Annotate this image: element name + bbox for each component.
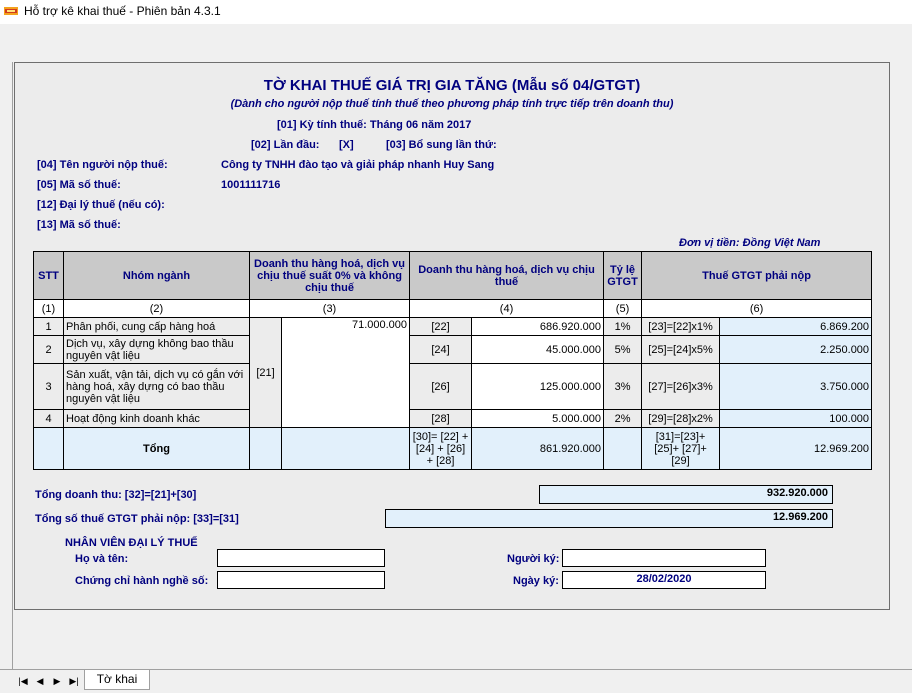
- header-group: Nhóm ngành: [64, 252, 250, 300]
- col-number: (1): [34, 300, 64, 318]
- header-rate: Tỷ lệ GTGT: [604, 252, 642, 300]
- table-row: [34, 364, 872, 410]
- sign-date-input[interactable]: 28/02/2020: [562, 571, 766, 589]
- table-row: [34, 410, 872, 428]
- col-number: (2): [64, 300, 250, 318]
- app-logo-icon: [4, 5, 18, 17]
- signer-label: Người ký:: [507, 553, 560, 565]
- supplement-label: [03] Bổ sung lần thứ:: [386, 139, 497, 151]
- col-number: (3): [250, 300, 410, 318]
- signer-input[interactable]: [562, 549, 766, 567]
- tax-code-label: [05] Mã số thuế:: [37, 179, 121, 191]
- tax-code-value: 1001111716: [221, 179, 281, 191]
- row-group: Sản xuất, vận tải, dịch vụ có gắn với hàng hoá, xây dựng có bao thầu nguyên vật liệu: [64, 364, 250, 410]
- tax-table: [33, 251, 872, 470]
- left-divider: [12, 62, 13, 669]
- row-code: [26]: [410, 364, 472, 410]
- row-tax: 6.869.200: [720, 318, 872, 336]
- row-revenue-input[interactable]: 125.000.000: [472, 364, 604, 410]
- total-tax-label: Tổng số thuế GTGT phải nộp: [33]=[31]: [35, 513, 239, 525]
- taxpayer-name: Công ty TNHH đào tạo và giải pháp nhanh Huy Sang: [221, 159, 495, 171]
- form-title: TỜ KHAI THUẾ GIÁ TRỊ GIA TĂNG (Mẫu số 04/GTGT): [263, 77, 641, 94]
- table-row: [34, 336, 872, 364]
- agent-cert-label: Chứng chỉ hành nghề số:: [75, 575, 209, 587]
- total-tax-value: 12.969.200: [385, 509, 833, 528]
- row-rate: 5%: [604, 336, 642, 364]
- row-rate: 2%: [604, 410, 642, 428]
- agent-label: [12] Đại lý thuế (nếu có):: [37, 199, 165, 211]
- first-time-checkbox[interactable]: [X]: [339, 139, 354, 151]
- form-subtitle: (Dành cho người nộp thuế tính thuế theo phương pháp tính trực tiếp trên doanh thu): [230, 98, 674, 110]
- row-tax: 3.750.000: [720, 364, 872, 410]
- row-code: [28]: [410, 410, 472, 428]
- total-revenue-value: 932.920.000: [539, 485, 833, 504]
- row-stt: 4: [34, 410, 64, 428]
- row-formula: [25]=[24]x5%: [642, 336, 720, 364]
- row-revenue-input[interactable]: 5.000.000: [472, 410, 604, 428]
- row-group: Dịch vụ, xây dựng không bao thầu nguyên vật liệu: [64, 336, 250, 364]
- currency-unit: Đơn vị tiền: Đồng Việt Nam: [679, 237, 821, 249]
- taxpayer-label: [04] Tên người nộp thuế:: [37, 159, 168, 171]
- total-formula: [31]=[23]+ [25]+ [27]+ [29]: [642, 428, 720, 470]
- first-time-label: [02] Lần đầu:: [251, 139, 320, 151]
- row-code: [24]: [410, 336, 472, 364]
- row-tax: 2.250.000: [720, 336, 872, 364]
- window-title: Hỗ trợ kê khai thuế - Phiên bản 4.3.1: [24, 4, 221, 18]
- header-revenue-zero: Doanh thu hàng hoá, dịch vụ chịu thuế suất 0% và không chịu thuế: [250, 252, 410, 300]
- header-tax: Thuế GTGT phải nộp: [642, 252, 872, 300]
- row-group: Hoạt động kinh doanh khác: [64, 410, 250, 428]
- col-number: (6): [642, 300, 872, 318]
- agent-name-input[interactable]: [217, 549, 385, 567]
- agent-tax-code-label: [13] Mã số thuế:: [37, 219, 121, 231]
- total-label: Tổng: [64, 428, 250, 470]
- last-sheet-icon[interactable]: ▶|: [69, 676, 79, 686]
- row-tax: 100.000: [720, 410, 872, 428]
- prev-sheet-icon[interactable]: ◀: [36, 676, 44, 686]
- tax-declaration-form: [14, 62, 890, 610]
- row-formula: [27]=[26]x3%: [642, 364, 720, 410]
- row-revenue-input[interactable]: 45.000.000: [472, 336, 604, 364]
- agent-cert-input[interactable]: [217, 571, 385, 589]
- agent-name-label: Họ và tên:: [75, 553, 129, 565]
- code-21: [21]: [250, 318, 282, 428]
- total-code: [30]= [22] + [24] + [26] + [28]: [410, 428, 472, 470]
- col-number: (4): [410, 300, 604, 318]
- row-stt: 1: [34, 318, 64, 336]
- table-row: [34, 318, 872, 336]
- tax-period: [01] Kỳ tính thuế: Tháng 06 năm 2017: [277, 119, 472, 131]
- total-row: [34, 428, 872, 470]
- total-empty-cell: [250, 428, 282, 470]
- row-rate: 3%: [604, 364, 642, 410]
- total-revenue: 861.920.000: [472, 428, 604, 470]
- total-tax: 12.969.200: [720, 428, 872, 470]
- total-rate-cell: [604, 428, 642, 470]
- next-sheet-icon[interactable]: ▶: [53, 676, 61, 686]
- header-stt: STT: [34, 252, 64, 300]
- agent-staff-heading: NHÂN VIÊN ĐẠI LÝ THUẾ: [65, 537, 198, 549]
- row-formula: [23]=[22]x1%: [642, 318, 720, 336]
- col-number: (5): [604, 300, 642, 318]
- row-code: [22]: [410, 318, 472, 336]
- sheet-tab-bar: [0, 669, 912, 693]
- row-revenue-input[interactable]: 686.920.000: [472, 318, 604, 336]
- total-stt-cell: [34, 428, 64, 470]
- tab-to-khai[interactable]: Tờ khai: [84, 670, 150, 690]
- row-rate: 1%: [604, 318, 642, 336]
- title-bar: [0, 0, 912, 24]
- row-stt: 3: [34, 364, 64, 410]
- row-stt: 2: [34, 336, 64, 364]
- total-empty-cell: [282, 428, 410, 470]
- value-21-input[interactable]: 71.000.000: [282, 318, 410, 428]
- header-revenue-taxable: Doanh thu hàng hoá, dịch vụ chịu thuế: [410, 252, 604, 300]
- sign-date-label: Ngày ký:: [513, 575, 559, 587]
- row-formula: [29]=[28]x2%: [642, 410, 720, 428]
- row-group: Phân phối, cung cấp hàng hoá: [64, 318, 250, 336]
- total-revenue-label: Tổng doanh thu: [32]=[21]+[30]: [35, 489, 197, 501]
- first-sheet-icon[interactable]: |◀: [18, 676, 28, 686]
